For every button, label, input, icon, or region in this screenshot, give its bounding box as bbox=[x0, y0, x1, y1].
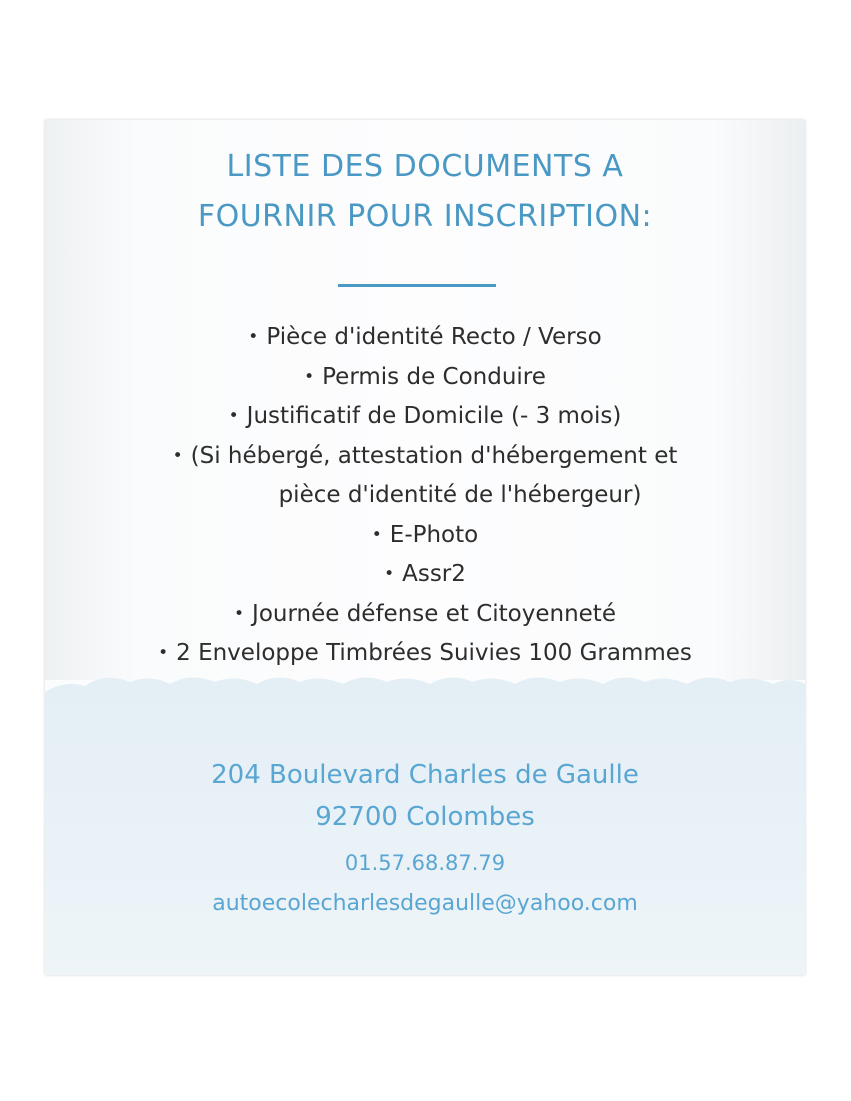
title-line-2: FOURNIR POUR INSCRIPTION: bbox=[197, 199, 653, 234]
page-title bbox=[45, 142, 805, 242]
title-divider bbox=[338, 284, 496, 287]
list-item-continuation: pièce d'identité de l'hébergeur) bbox=[278, 482, 642, 508]
list-item: • (Si hébergé, attestation d'hébergement et bbox=[172, 442, 678, 469]
bullet-icon: • bbox=[304, 366, 315, 387]
address-line-2: 92700 Colombes bbox=[315, 802, 535, 832]
bullet-icon: • bbox=[228, 406, 239, 426]
list-item: • Pièce d'identité Recto / Verso bbox=[248, 324, 602, 350]
contact-block bbox=[45, 754, 805, 924]
phone-number[interactable]: 01.57.68.87.79 bbox=[344, 851, 506, 875]
bullet-icon: • bbox=[248, 327, 259, 347]
address-line-1: 204 Boulevard Charles de Gaulle bbox=[211, 760, 639, 790]
bullet-icon: • bbox=[384, 564, 395, 584]
list-item: • Assr2 bbox=[384, 561, 466, 587]
bullet-icon: • bbox=[172, 445, 183, 466]
bullet-icon: • bbox=[234, 603, 245, 624]
list-item: • E-Photo bbox=[371, 521, 479, 548]
bullet-icon: • bbox=[371, 524, 382, 545]
list-item: • Justificatif de Domicile (- 3 mois) bbox=[228, 403, 622, 429]
email-link[interactable]: autoecolecharlesdegaulle@yahoo.com bbox=[212, 891, 638, 916]
document-list bbox=[45, 318, 805, 674]
list-item: • 2 Enveloppe Timbrées Suivies 100 Grammes bbox=[158, 640, 692, 666]
bullet-icon: • bbox=[158, 643, 169, 663]
document-card bbox=[45, 120, 805, 975]
list-item: • Journée défense et Citoyenneté bbox=[234, 600, 616, 627]
title-line-1: LISTE DES DOCUMENTS A bbox=[226, 149, 624, 184]
list-item: • Permis de Conduire bbox=[304, 363, 546, 390]
